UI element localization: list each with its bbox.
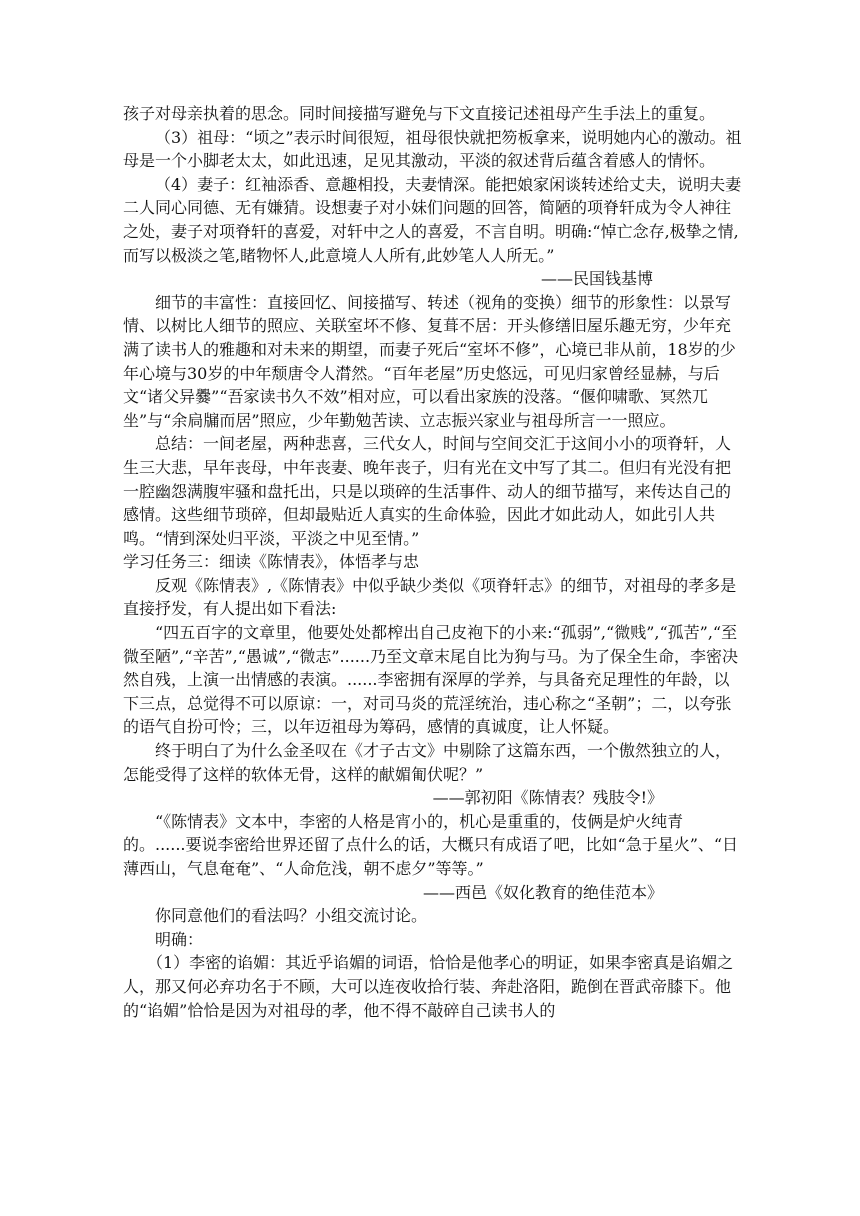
paragraph-details: 细节的丰富性：直接回忆、间接描写、转述（视角的变换）细节的形象性：以景写情、以树比人细节的照应、关联室坏不修、复葺不居：开头修缮旧屋乐趣无穷，少年充满了读书人的雅趣和对未来的期望，而妻子死后“室坏不修”，心境已非从前，18岁的少年心境与30岁的中年颓唐令人潸然。“百年老屋”历史悠远，可见归家曾经显赫，与后文“诸父异爨”“吾家读书久不效”相对应，可以看出家族的没落。“偃仰啸歌、冥然兀坐”与“余扃牖而居”照应，少年勤勉苦读、立志振兴家业与祖母所言一一照应。 [123,292,736,430]
paragraph-clarify-label: 明确： [155,929,204,949]
citation-guo-chuyang: ——郭初阳《陈情表？残肢令!》 [432,788,663,808]
document-page [123,102,743,1022]
paragraph-intro-chenqingbiao: 反观《陈情表》,《陈情表》中似乎缺少类似《项脊轩志》的细节，对祖母的孝多是直接抒发，有人提出如下看法: [123,575,737,619]
section-heading-task-three: 学习任务三：细读《陈情表》，体悟孝与忠 [123,552,420,572]
quote-paragraph-1: “四五百字的文章里，他要处处都榨出自己皮袍下的小来:“孤弱”,“微贱”,“孤苦”,“至微至陋”,“辛苦”,“愚诚”,“微志”......乃至文章末尾自比为狗与马。为了保全生命，李密决然自残，上演一出情感的表演。......李密拥有深厚的学养，与具备充足理性的年龄，以下三点，总觉得不可以原谅：一，对司马炎的荒淫统治，违心称之“圣朝”；二，以夸张的语气自扮可怜；三，以年迈祖母为筹码，感情的真诚度，让人怀疑。 [123,623,739,737]
paragraph-wife: （4）妻子：红袖添香、意趣相投，夫妻情深。能把娘家闲谈转述给丈夫，说明夫妻二人同心同德、无有嫌猜。设想妻子对小妹们问题的回答，简陋的项脊轩成为令人神往之处，妻子对项脊轩的喜爱，对轩中之人的喜爱，不言自明。明确:“悼亡念存,极挚之情,而写以极淡之笔,睹物怀人,此意境人人所有,此妙笔人人所无。” [123,174,742,265]
citation-xi-yi: ——西邑《奴化教育的绝佳范本》 [422,882,663,902]
paragraph-grandmother: （3）祖母：“顷之”表示时间很短，祖母很快就把笏板拿来，说明她内心的激动。祖母是一个小脚老太太，如此迅速，足见其激动，平淡的叙述背后蕴含着感人的情怀。 [123,127,742,171]
citation-qian-jibo: ——民国钱基博 [540,269,653,289]
paragraph-question: 你同意他们的看法吗？小组交流讨论。 [155,906,428,926]
paragraph-continuation: 孩子对母亲执着的思念。同时间接描写避免与下文直接记述祖母产生手法上的重复。 [123,104,716,123]
paragraph-li-mi-flattery: （1）李密的谄媚：其近乎谄媚的词语，恰恰是他孝心的明证，如果李密真是谄媚之人，那又何必弃功名于不顾，大可以连夜收拾行装、奔赴洛阳，跪倒在晋武帝膝下。他的“谄媚”恰恰是因为对祖母的孝，他不得不敲碎自己读书人的 [123,953,734,1020]
paragraph-summary: 总结：一间老屋，两种悲喜，三代女人，时间与空间交汇于这间小小的项脊轩，人生三大悲，早年丧母，中年丧妻、晚年丧子，归有光在文中写了其二。但归有光没有把一腔幽怨满腹牢骚和盘托出，只是以琐碎的生活事件、动人的细节描写，来传达自己的感情。这些细节琐碎，但却最贴近人真实的生命体验，因此才如此动人，如此引人共鸣。“情到深处归平淡，平淡之中见至情。” [123,434,732,548]
quote-paragraph-2: 终于明白了为什么金圣叹在《才子古文》中剔除了这篇东西，一个傲然独立的人，怎能受得了这样的软体无骨，这样的献媚匍伏呢？” [123,741,732,784]
quote-paragraph-3: “《陈情表》文本中，李密的人格是宵小的，机心是重重的，伎俩是炉火纯青的。......要说李密给世界还留了点什么的话，大概只有成语了吧，比如“急于星火”、“日薄西山，气息奄奄”、“人命危浅，朝不虑夕”等等。” [123,811,739,878]
